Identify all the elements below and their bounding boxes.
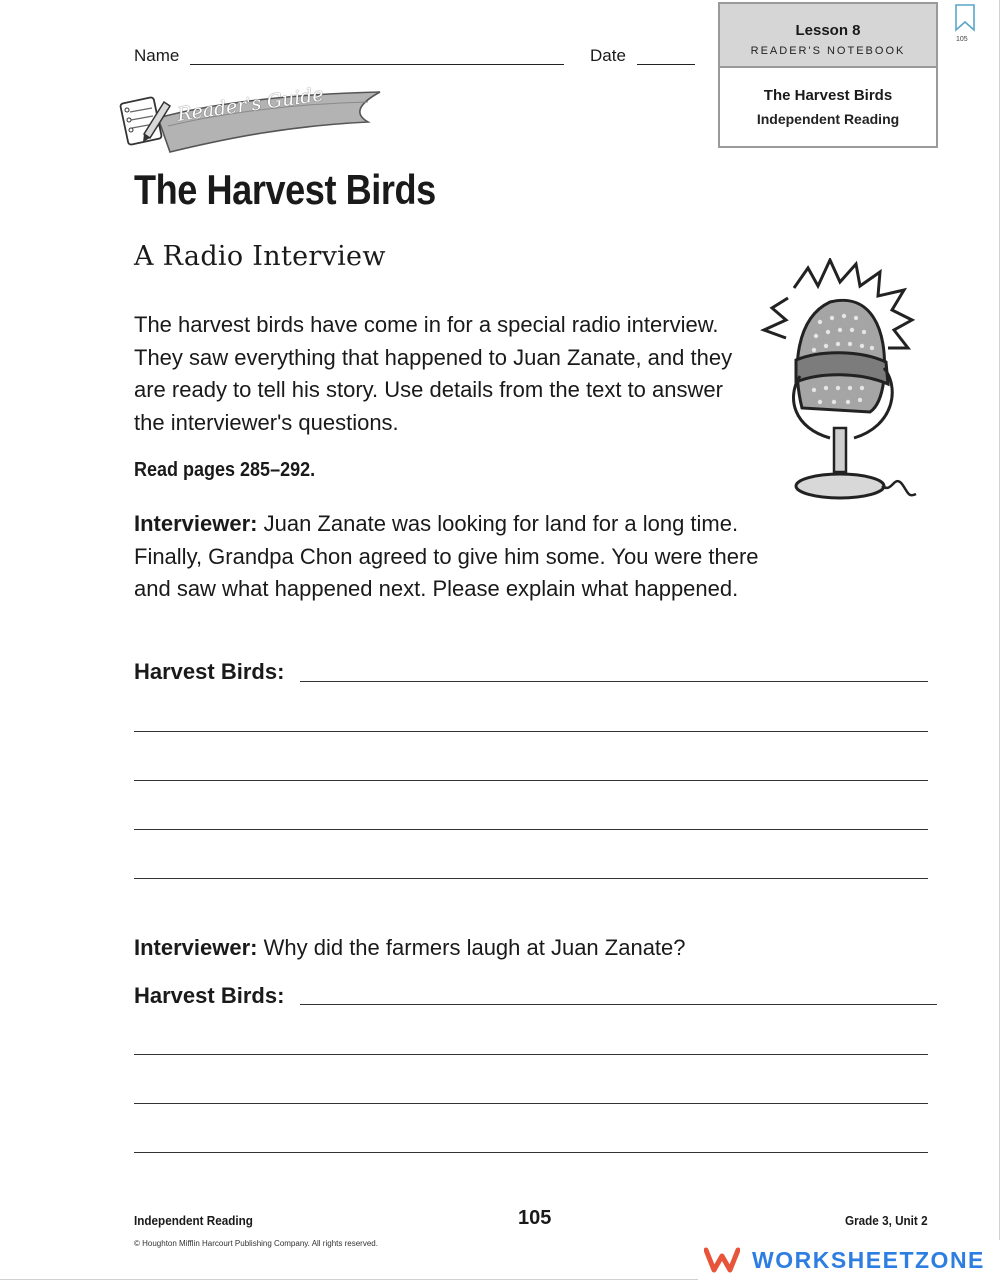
answer-line[interactable] (134, 780, 928, 781)
readers-guide-label: Reader's Guide (176, 83, 325, 126)
footer-grade-unit: Grade 3, Unit 2 (845, 1213, 928, 1228)
answer-line[interactable] (134, 829, 928, 830)
bookmark-icon[interactable] (954, 4, 976, 32)
notebook-label: READER'S NOTEBOOK (750, 45, 906, 57)
answer-line[interactable] (134, 731, 928, 732)
interviewer-question-1 (134, 508, 784, 606)
harvest-birds-label-1: Harvest Birds: (134, 659, 285, 684)
lesson-header (720, 4, 936, 68)
answer-line[interactable] (134, 1103, 928, 1104)
worksheetzone-brand[interactable]: WORKSHEETZONE (752, 1247, 985, 1273)
footer-section-label: Independent Reading (134, 1213, 253, 1228)
answer-line[interactable] (300, 1004, 937, 1005)
name-label: Name (134, 46, 180, 65)
page-title: The Harvest Birds (134, 166, 436, 213)
read-pages-instruction: Read pages 285–292. (134, 459, 316, 481)
lesson-mode: Independent Reading (756, 111, 900, 127)
corner-page-number: 105 (956, 36, 968, 43)
answer-line[interactable] (134, 1152, 928, 1153)
page-subtitle: A Radio Interview (134, 241, 386, 272)
answer-line[interactable] (300, 681, 928, 682)
name-field-line[interactable] (190, 64, 564, 65)
answer-line[interactable] (134, 878, 928, 879)
name-date-row (134, 46, 704, 70)
lesson-box (718, 2, 938, 148)
lesson-story-title: The Harvest Birds (763, 87, 893, 104)
date-field-line[interactable] (637, 64, 695, 65)
date-label: Date (590, 46, 626, 65)
speaker-label: Interviewer: (134, 935, 258, 960)
microphone-icon (760, 258, 920, 508)
harvest-birds-label-2: Harvest Birds: (134, 983, 285, 1008)
worksheetzone-logo-icon (704, 1246, 740, 1274)
copyright-notice: © Houghton Mifflin Harcourt Publishing Company. All rights reserved. (134, 1239, 378, 1248)
intro-paragraph: The harvest birds have come in for a special radio interview. They saw everything that happened to Juan Zanate, and they are ready to tell his story. Use details from the text to answer the interviewer's questions. (134, 312, 733, 435)
question-text: Juan Zanate was looking for land for a long time. Finally, Grandpa Chon agreed to give him some. You were there and saw what happened next. Please explain what happened. (134, 511, 759, 601)
question-text: Why did the farmers laugh at Juan Zanate? (257, 935, 686, 960)
answer-line[interactable] (134, 1054, 928, 1055)
lesson-number: Lesson 8 (795, 22, 861, 39)
footer-page-number: 105 (518, 1207, 552, 1229)
interviewer-question-2 (134, 932, 834, 965)
speaker-label: Interviewer: (134, 511, 258, 536)
